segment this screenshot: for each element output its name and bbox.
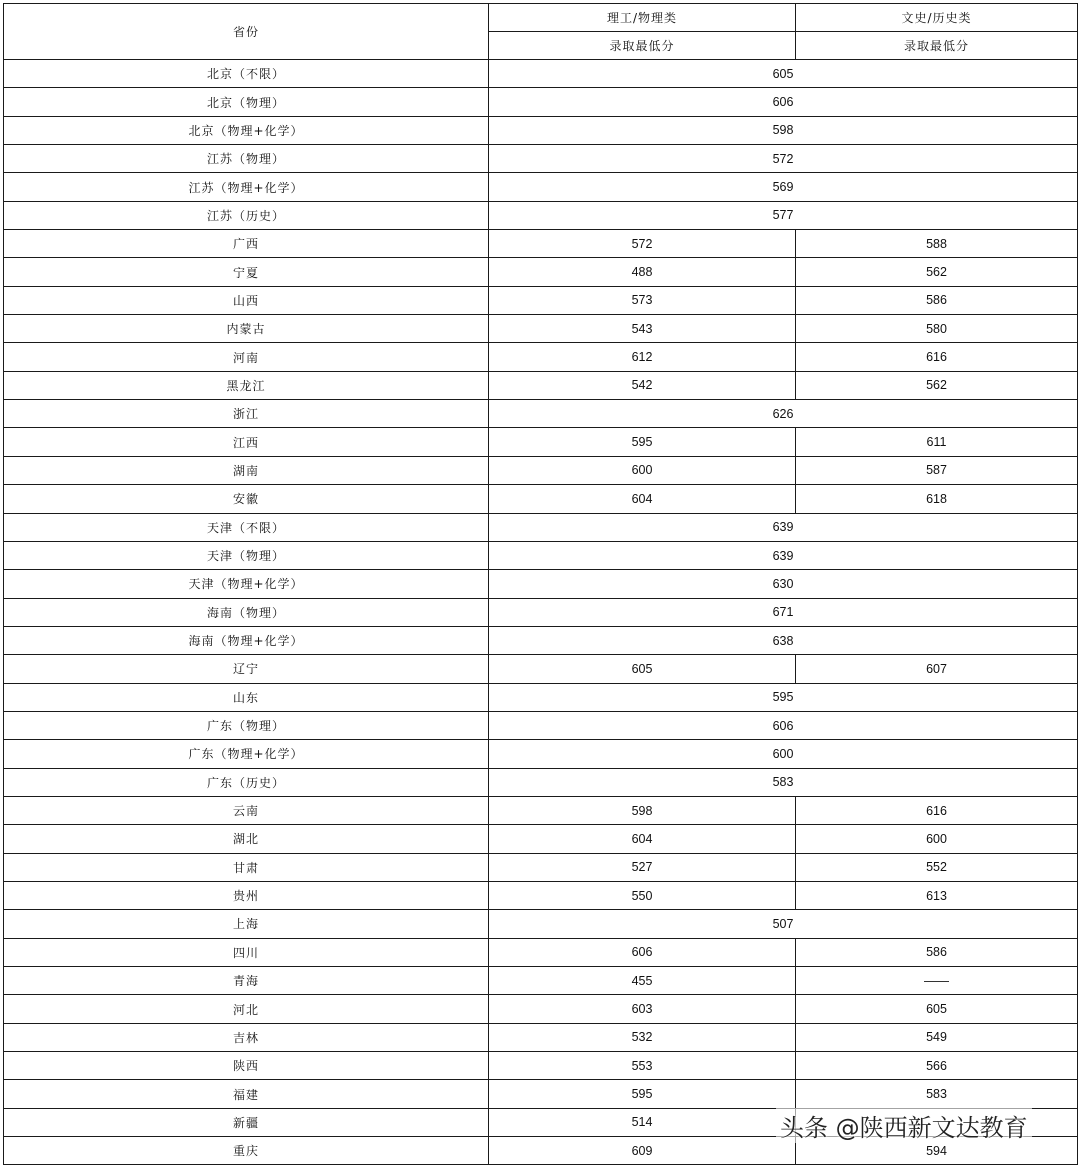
admission-score-table	[3, 3, 1078, 1165]
watermark: 头条 @陕西新文达教育	[776, 1108, 1032, 1143]
arts-score-cell: 613	[796, 881, 1078, 909]
province-cell: 北京（物理+化学）	[4, 116, 489, 144]
table-row	[4, 116, 1078, 144]
arts-score-cell: 586	[796, 938, 1078, 966]
table-row	[4, 825, 1078, 853]
science-score-cell: 550	[489, 881, 796, 909]
science-min-score-header: 录取最低分	[489, 32, 796, 60]
arts-score-cell: 566	[796, 1052, 1078, 1080]
arts-score-cell: 588	[796, 230, 1078, 258]
merged-score-cell: 606	[489, 88, 1078, 116]
arts-score-cell: 552	[796, 853, 1078, 881]
table-row	[4, 711, 1078, 739]
arts-score-cell: 587	[796, 456, 1078, 484]
science-score-cell: 595	[489, 1080, 796, 1108]
table-row	[4, 145, 1078, 173]
province-cell: 宁夏	[4, 258, 489, 286]
merged-score-cell: 671	[489, 598, 1078, 626]
province-cell: 天津（物理）	[4, 541, 489, 569]
province-cell: 北京（不限）	[4, 60, 489, 88]
table-row	[4, 456, 1078, 484]
arts-score-cell: 600	[796, 825, 1078, 853]
science-score-cell: 542	[489, 371, 796, 399]
arts-score-cell: 616	[796, 796, 1078, 824]
province-cell: 新疆	[4, 1108, 489, 1136]
table-row	[4, 343, 1078, 371]
province-cell: 山东	[4, 683, 489, 711]
table-row	[4, 315, 1078, 343]
province-cell: 安徽	[4, 485, 489, 513]
province-cell: 天津（物理+化学）	[4, 570, 489, 598]
province-cell: 河北	[4, 995, 489, 1023]
province-cell: 四川	[4, 938, 489, 966]
province-cell: 江西	[4, 428, 489, 456]
province-cell: 上海	[4, 910, 489, 938]
science-score-cell: 612	[489, 343, 796, 371]
merged-score-cell: 606	[489, 711, 1078, 739]
table-row	[4, 768, 1078, 796]
province-cell: 吉林	[4, 1023, 489, 1051]
province-cell: 河南	[4, 343, 489, 371]
province-cell: 北京（物理）	[4, 88, 489, 116]
arts-min-score-header: 录取最低分	[796, 32, 1078, 60]
merged-score-cell: 638	[489, 626, 1078, 654]
arts-header: 文史/历史类	[796, 4, 1078, 32]
province-cell: 辽宁	[4, 655, 489, 683]
province-cell: 湖南	[4, 456, 489, 484]
table-row	[4, 371, 1078, 399]
table-row	[4, 60, 1078, 88]
province-cell: 江苏（物理）	[4, 145, 489, 173]
merged-score-cell: 605	[489, 60, 1078, 88]
arts-score-cell: 583	[796, 1080, 1078, 1108]
science-header: 理工/物理类	[489, 4, 796, 32]
merged-score-cell: 569	[489, 173, 1078, 201]
arts-score-cell: 607	[796, 655, 1078, 683]
province-cell: 青海	[4, 967, 489, 995]
science-score-cell: 532	[489, 1023, 796, 1051]
merged-score-cell: 630	[489, 570, 1078, 598]
arts-score-cell: 618	[796, 485, 1078, 513]
province-cell: 湖北	[4, 825, 489, 853]
merged-score-cell: 577	[489, 201, 1078, 229]
table-row	[4, 201, 1078, 229]
province-cell: 陕西	[4, 1052, 489, 1080]
table-row	[4, 1080, 1078, 1108]
table-row	[4, 655, 1078, 683]
province-cell: 广东（物理+化学）	[4, 740, 489, 768]
table-body	[4, 4, 1078, 1165]
table-row	[4, 173, 1078, 201]
science-score-cell: 553	[489, 1052, 796, 1080]
arts-score-cell: 611	[796, 428, 1078, 456]
table-row	[4, 485, 1078, 513]
science-score-cell: 455	[489, 967, 796, 995]
science-score-cell: 488	[489, 258, 796, 286]
table-row	[4, 938, 1078, 966]
arts-score-cell: 549	[796, 1023, 1078, 1051]
table-row	[4, 286, 1078, 314]
science-score-cell: 604	[489, 825, 796, 853]
table-row	[4, 740, 1078, 768]
science-score-cell: 609	[489, 1137, 796, 1165]
province-cell: 天津（不限）	[4, 513, 489, 541]
arts-score-cell: 562	[796, 371, 1078, 399]
science-score-cell: 573	[489, 286, 796, 314]
table-row	[4, 910, 1078, 938]
science-score-cell: 605	[489, 655, 796, 683]
table-row	[4, 1052, 1078, 1080]
province-cell: 黑龙江	[4, 371, 489, 399]
table-row	[4, 995, 1078, 1023]
arts-score-cell: 562	[796, 258, 1078, 286]
table-row	[4, 88, 1078, 116]
arts-score-cell: 586	[796, 286, 1078, 314]
merged-score-cell: 507	[489, 910, 1078, 938]
science-score-cell: 600	[489, 456, 796, 484]
table-row	[4, 258, 1078, 286]
science-score-cell: 514	[489, 1108, 796, 1136]
merged-score-cell: 626	[489, 400, 1078, 428]
table-row	[4, 400, 1078, 428]
province-cell: 云南	[4, 796, 489, 824]
table-row	[4, 626, 1078, 654]
province-cell: 福建	[4, 1080, 489, 1108]
arts-score-cell: 580	[796, 315, 1078, 343]
merged-score-cell: 572	[489, 145, 1078, 173]
merged-score-cell: 583	[489, 768, 1078, 796]
province-cell: 江苏（物理+化学）	[4, 173, 489, 201]
table-row	[4, 881, 1078, 909]
merged-score-cell: 639	[489, 541, 1078, 569]
merged-score-cell: 598	[489, 116, 1078, 144]
province-cell: 广东（历史）	[4, 768, 489, 796]
science-score-cell: 604	[489, 485, 796, 513]
table-row	[4, 428, 1078, 456]
province-cell: 重庆	[4, 1137, 489, 1165]
table-row	[4, 598, 1078, 626]
province-cell: 贵州	[4, 881, 489, 909]
province-cell: 海南（物理+化学）	[4, 626, 489, 654]
province-cell: 甘肃	[4, 853, 489, 881]
arts-score-cell: 594	[796, 1137, 1078, 1165]
science-score-cell: 606	[489, 938, 796, 966]
province-cell: 广东（物理）	[4, 711, 489, 739]
science-score-cell: 595	[489, 428, 796, 456]
arts-score-cell: 616	[796, 343, 1078, 371]
merged-score-cell: 595	[489, 683, 1078, 711]
table-row	[4, 513, 1078, 541]
science-score-cell: 598	[489, 796, 796, 824]
science-score-cell: 527	[489, 853, 796, 881]
table-row	[4, 570, 1078, 598]
table-row	[4, 796, 1078, 824]
province-cell: 广西	[4, 230, 489, 258]
arts-score-cell: ——	[796, 967, 1078, 995]
header-row-1	[4, 4, 1078, 32]
table-row	[4, 853, 1078, 881]
table-row	[4, 967, 1078, 995]
province-cell: 内蒙古	[4, 315, 489, 343]
table-row	[4, 541, 1078, 569]
table-row	[4, 1023, 1078, 1051]
science-score-cell: 543	[489, 315, 796, 343]
province-cell: 海南（物理）	[4, 598, 489, 626]
province-cell: 浙江	[4, 400, 489, 428]
province-header: 省份	[4, 4, 489, 60]
science-score-cell: 603	[489, 995, 796, 1023]
merged-score-cell: 639	[489, 513, 1078, 541]
science-score-cell: 572	[489, 230, 796, 258]
arts-score-cell: 605	[796, 995, 1078, 1023]
province-cell: 山西	[4, 286, 489, 314]
province-cell: 江苏（历史）	[4, 201, 489, 229]
table-row	[4, 230, 1078, 258]
table-row	[4, 683, 1078, 711]
merged-score-cell: 600	[489, 740, 1078, 768]
